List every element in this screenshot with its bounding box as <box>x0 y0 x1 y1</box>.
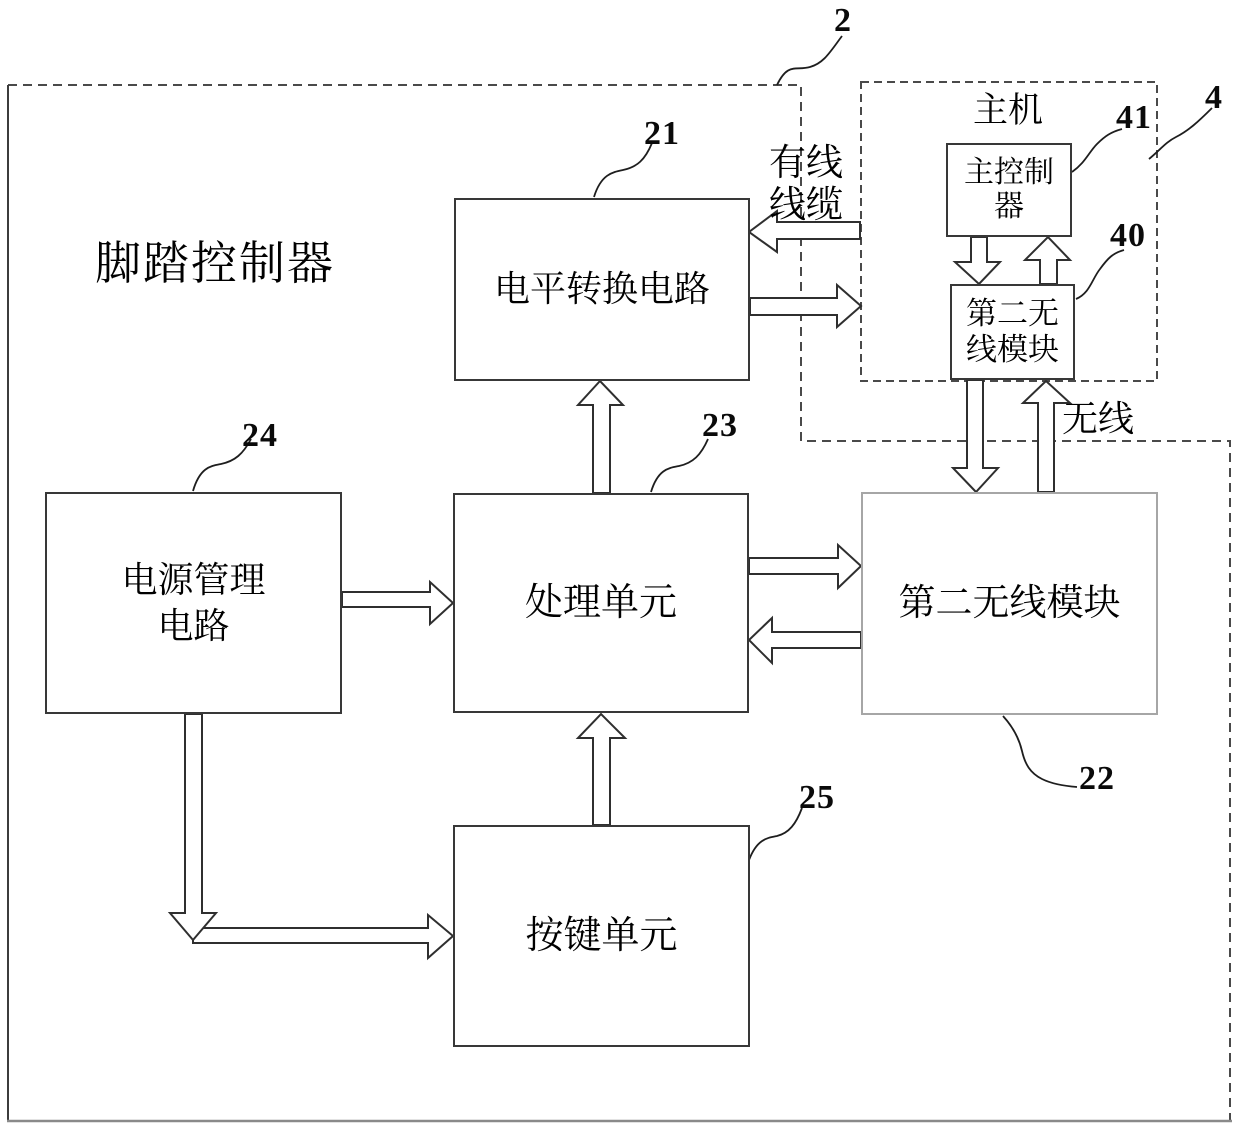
lead-41 <box>1072 129 1122 172</box>
block-level-conversion-label: 电平转换电路 <box>493 268 710 309</box>
ref-40: 40 <box>1110 217 1146 254</box>
arrow-level-to-host <box>750 285 861 327</box>
arrow-processing-to-level <box>578 381 623 493</box>
host-title: 主机 <box>973 91 1044 130</box>
block-processing-unit <box>453 493 749 713</box>
arrow-power-down <box>170 714 216 940</box>
block-main-controller <box>946 143 1072 237</box>
block-processing-unit-label: 处理单元 <box>524 581 677 624</box>
block-main-controller-label: 主控制 器 <box>964 155 1054 223</box>
block-second-wireless-host <box>950 284 1075 380</box>
system-title: 脚踏控制器 <box>95 238 335 289</box>
block-second-wireless-pedal-label: 第二无线模块 <box>898 582 1121 624</box>
wired-cable-label: 有线 线缆 <box>769 143 843 226</box>
ref-24: 24 <box>242 417 278 454</box>
ref-22: 22 <box>1079 760 1115 797</box>
block-power-management <box>45 492 342 714</box>
block-key-unit <box>453 825 750 1047</box>
arrow-power-to-processing <box>342 582 453 624</box>
block-key-unit-label: 按键单元 <box>525 914 678 957</box>
lead-2 <box>777 36 842 85</box>
arrow-hostwireless-to-mainctrl <box>1025 237 1070 284</box>
arrow-mainctrl-to-hostwireless <box>955 237 1000 284</box>
arrow-wireless-to-processing <box>749 618 861 663</box>
block-level-conversion <box>454 198 750 381</box>
ref-21: 21 <box>644 115 680 152</box>
wireless-label: 无线 <box>1062 399 1135 439</box>
ref-23: 23 <box>702 407 738 444</box>
ref-2: 2 <box>834 2 852 39</box>
lead-40 <box>1076 250 1124 299</box>
arrow-processing-to-wireless <box>749 545 861 588</box>
arrow-power-to-keys <box>193 915 453 958</box>
lead-25 <box>749 808 802 860</box>
lead-4 <box>1149 108 1212 159</box>
ref-41: 41 <box>1116 99 1152 136</box>
block-second-wireless-host-label: 第二无 线模块 <box>966 296 1059 367</box>
block-second-wireless-pedal <box>861 492 1158 715</box>
arrow-hostwireless-to-pedalwireless <box>953 380 998 492</box>
ref-4: 4 <box>1205 79 1223 116</box>
block-power-management-label: 电源管理 电路 <box>121 559 266 646</box>
ref-25: 25 <box>799 779 835 816</box>
lead-23 <box>651 439 708 492</box>
lead-22 <box>1003 716 1077 787</box>
arrow-keys-to-processing <box>578 714 625 825</box>
